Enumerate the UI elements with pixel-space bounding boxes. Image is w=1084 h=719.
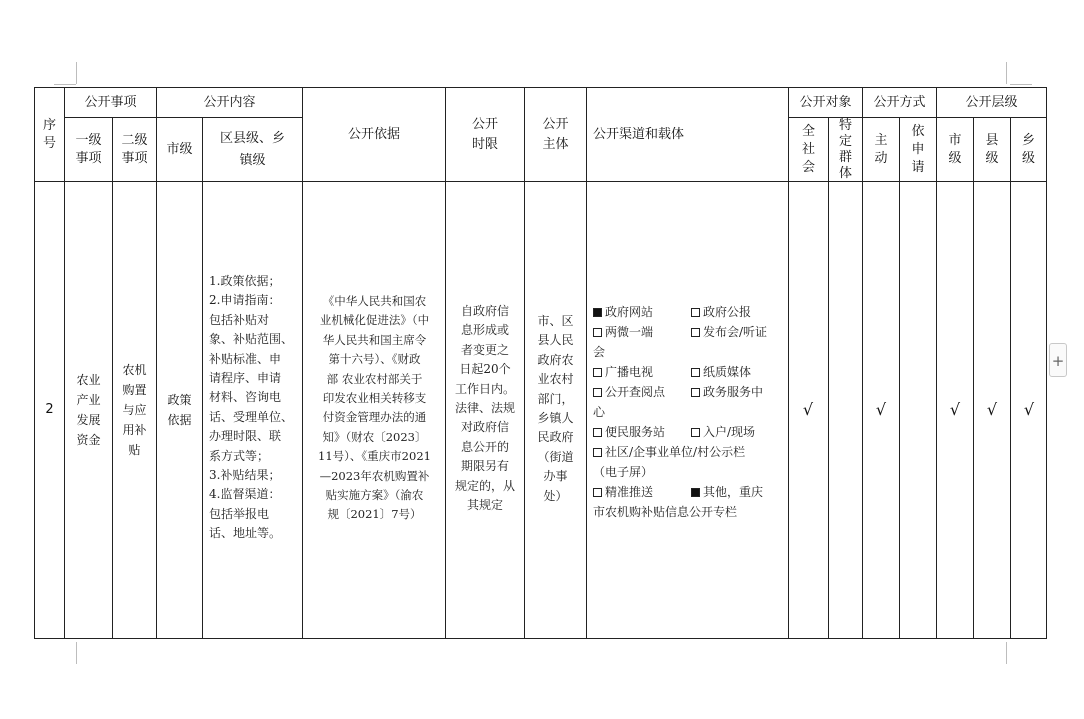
channel-option[interactable] [691, 382, 763, 402]
checkbox-icon[interactable] [691, 428, 700, 437]
channel-option[interactable] [691, 302, 751, 322]
header-tier-town [1011, 118, 1046, 181]
channel-option[interactable] [593, 482, 691, 502]
header-tier: 公开层级 [965, 94, 1018, 110]
time-limit-line: 对政府信 [460, 420, 509, 435]
checkbox-icon[interactable] [691, 328, 700, 337]
basis-line: 部 农业农村部关于 [326, 371, 423, 386]
channel-label: 便民服务站 [605, 425, 666, 439]
header-city-level: 市级 [166, 141, 193, 157]
district-line: 请程序、申请 [209, 371, 282, 386]
checkbox-icon[interactable] [593, 448, 602, 457]
header-on-request-text: 依申请 [911, 123, 925, 175]
row-city-content-text: 政策依据 [167, 393, 192, 427]
subject-line: 乡镇人 [537, 411, 574, 426]
time-limit-line: 其规定 [466, 498, 503, 513]
header-subject-text: 公开主体 [542, 116, 569, 152]
channel-option[interactable] [593, 442, 745, 462]
row-district-content [209, 272, 301, 544]
header-specific-group [829, 118, 862, 181]
basis-line: —2023年农机购置补 [319, 468, 430, 483]
row-city-content [157, 182, 202, 638]
header-active [863, 118, 899, 181]
checkbox-checked-icon[interactable] [593, 308, 602, 317]
subject-line: 处） [543, 488, 568, 503]
header-whole-society-text: 全社会 [801, 123, 815, 175]
checkbox-icon[interactable] [691, 308, 700, 317]
row-seq: 2 [45, 402, 54, 417]
basis-line: 《中华人民共和国农 [322, 294, 427, 308]
header-tier-county-text: 县级 [985, 132, 999, 166]
header-seq-text: 序号 [42, 117, 56, 151]
header-public-item: 公开事项 [84, 94, 137, 110]
time-limit-line: 息公开的 [460, 439, 509, 454]
check-tier-county: √ [986, 400, 998, 419]
basis-line: 付资金管理办法的通 [322, 410, 427, 425]
header-subject [525, 88, 586, 181]
header-channels: 公开渠道和载体 [593, 126, 685, 142]
header-whole-society [789, 118, 828, 181]
channel-wrap-text: 心 [593, 405, 606, 419]
row-level2-text: 农机购置与应用补贴 [122, 363, 147, 457]
district-line: 3.补贴结果； [209, 468, 281, 483]
channel-option[interactable] [593, 302, 691, 322]
header-public-content: 公开内容 [203, 94, 256, 110]
header-level1-text: 一级事项 [75, 132, 102, 166]
subject-line: 部门， [537, 391, 574, 406]
district-line: 包括举报电 [209, 506, 270, 521]
channel-option[interactable] [691, 482, 763, 502]
row-channels [593, 302, 785, 522]
header-seq [35, 88, 64, 181]
time-limit-line: 法律、法规 [454, 401, 515, 416]
district-line: 2.申请指南： [209, 293, 281, 308]
channel-option[interactable] [593, 422, 691, 442]
time-limit-line: 自政府信 [460, 304, 509, 318]
basis-line: 贴实施方案》（渝农 [325, 488, 424, 503]
basis-line: 印发农业相关转移支 [322, 391, 427, 406]
channel-wrap-text: 会 [593, 345, 606, 359]
district-line: 办理时限、联 [209, 429, 282, 444]
row-basis [304, 292, 445, 525]
row-subject [525, 312, 586, 506]
header-tier-city-text: 市级 [948, 132, 962, 166]
subject-line: 政府农 [537, 352, 574, 367]
header-basis: 公开依据 [347, 126, 400, 142]
basis-line: 华人民共和国主席令 [322, 332, 427, 347]
district-line: 补贴标准、申 [209, 351, 282, 366]
header-level2-text: 二级事项 [121, 132, 148, 166]
row-time-limit [446, 302, 524, 515]
subject-line: 市、区 [537, 314, 574, 328]
add-button[interactable]: + [1049, 343, 1067, 377]
checkbox-icon[interactable] [691, 368, 700, 377]
channel-option[interactable] [593, 362, 691, 382]
channel-option[interactable] [593, 322, 691, 342]
header-tier-town-text: 乡级 [1021, 132, 1035, 166]
channel-label: 纸质媒体 [703, 365, 752, 379]
checkbox-icon[interactable] [691, 388, 700, 397]
district-line: 包括补贴对 [209, 312, 270, 327]
district-line: 话、受理单位、 [209, 409, 294, 424]
basis-line: 知》（财农〔2023〕 [322, 429, 427, 444]
header-time-limit-text: 公开时限 [471, 116, 498, 152]
basis-line: 第十六号）、《财政 [328, 352, 421, 367]
checkbox-icon[interactable] [593, 368, 602, 377]
header-method: 公开方式 [873, 94, 926, 110]
checkbox-icon[interactable] [593, 328, 602, 337]
row-level2 [113, 182, 156, 638]
check-active: √ [875, 400, 887, 419]
channel-label: 政务服务中 [703, 385, 764, 399]
header-active-text: 主动 [874, 132, 888, 166]
row-level1 [65, 182, 112, 638]
checkbox-icon[interactable] [593, 428, 602, 437]
district-line: 1.政策依据； [209, 274, 281, 288]
header-specific-group-text: 特定群体 [838, 117, 852, 181]
channel-label: 精准推送 [605, 485, 654, 499]
time-limit-line: 日起20个 [459, 362, 511, 377]
subject-line: 业农村 [537, 372, 574, 387]
subject-line: （街道 [537, 449, 574, 464]
time-limit-line: 工作日内。 [454, 381, 515, 396]
time-limit-line: 者变更之 [460, 342, 509, 357]
channel-label: 政府网站 [605, 305, 654, 319]
time-limit-line: 息形成或 [460, 323, 509, 338]
channel-label: 入户/现场 [703, 425, 756, 439]
district-line: 4.监督渠道： [209, 487, 281, 502]
check-tier-city: √ [949, 400, 961, 419]
row-level1-text: 农业产业发展资金 [76, 373, 101, 447]
subject-line: 民政府 [537, 430, 574, 445]
subject-line: 办事 [543, 469, 568, 484]
channel-label: 发布会/听证 [703, 325, 768, 339]
channel-wrap-text: 市农机购补贴信息公开专栏 [593, 505, 738, 519]
check-tier-town: √ [1023, 400, 1035, 419]
channel-option[interactable] [593, 382, 691, 402]
channel-label: 两微一端 [605, 325, 654, 339]
district-line: 话、地址等。 [209, 526, 282, 541]
header-audience: 公开对象 [799, 94, 852, 110]
district-line: 材料、咨询电 [209, 390, 282, 405]
header-district-level-text: 区县级、乡镇级 [219, 130, 285, 168]
channel-label: 社区/企事业单位/村公示栏 [605, 445, 746, 459]
channel-option[interactable] [691, 322, 767, 342]
header-level2 [113, 118, 156, 181]
header-district-level [203, 118, 302, 181]
time-limit-line: 规定的，从 [454, 478, 515, 493]
header-on-request [900, 118, 936, 181]
channel-label: 其他，重庆 [703, 485, 764, 499]
checkbox-checked-icon[interactable] [691, 488, 700, 497]
basis-line: 11号）、《重庆市2021 [318, 449, 431, 464]
district-line: 象、补贴范围、 [209, 332, 294, 347]
check-whole-society: √ [802, 400, 814, 419]
time-limit-line: 期限另有 [460, 459, 509, 474]
subject-line: 县人民 [537, 333, 574, 348]
district-line: 系方式等； [209, 448, 270, 463]
channel-label: 公开查阅点 [605, 385, 666, 399]
header-time-limit [446, 88, 524, 181]
channel-label: 政府公报 [703, 305, 752, 319]
header-tier-county [974, 118, 1010, 181]
channel-label: 广播电视 [605, 365, 654, 379]
channel-option[interactable] [691, 422, 755, 442]
checkbox-icon[interactable] [593, 488, 602, 497]
checkbox-icon[interactable] [593, 388, 602, 397]
header-level1 [65, 118, 112, 181]
channel-option[interactable] [691, 362, 751, 382]
channel-wrap-text: （电子屏） [593, 465, 654, 479]
basis-line: 规〔2021〕7号） [327, 507, 422, 522]
header-tier-city [937, 118, 973, 181]
basis-line: 业机械化促进法》（中 [319, 313, 430, 328]
